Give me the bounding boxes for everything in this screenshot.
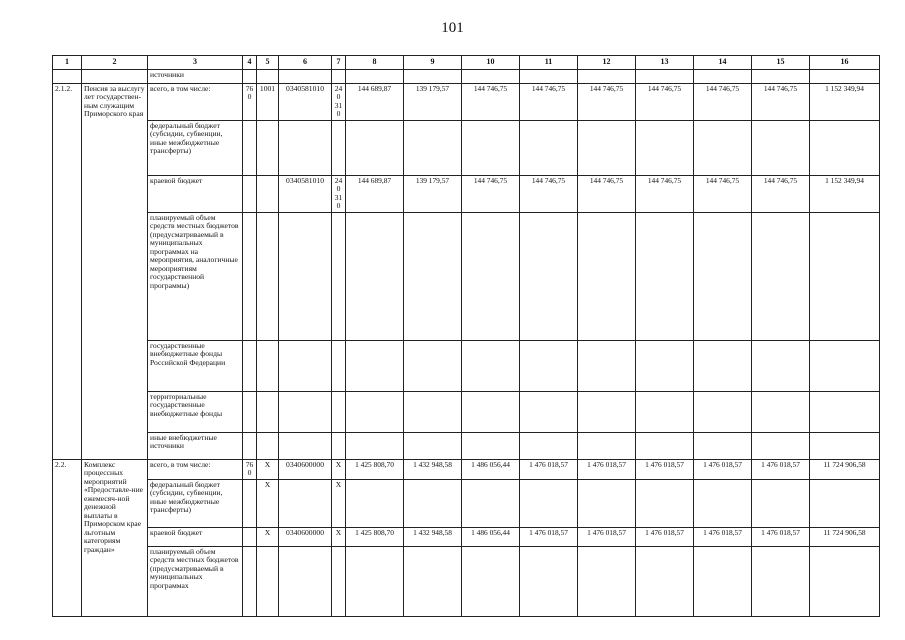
source-label: территориальные государственные внебюджетные фонды: [148, 391, 243, 432]
source-label: всего, в том числе:: [148, 83, 243, 120]
source-label: всего, в том числе:: [148, 459, 243, 479]
table-row: [53, 120, 880, 175]
header-row: [53, 56, 880, 70]
cell-c4: 760: [243, 459, 257, 479]
column-header: 1: [53, 56, 82, 70]
value-cell: 1 432 948,58: [404, 527, 462, 546]
source-label: федеральный бюджет (субсидии, субвенции, иные межбюджетные трансферты): [148, 120, 243, 175]
value-cell: 144 746,75: [636, 175, 694, 212]
value-cell: 144 746,75: [520, 175, 578, 212]
value-cell: 144 746,75: [578, 175, 636, 212]
column-header: 7: [332, 56, 346, 70]
column-header: 3: [148, 56, 243, 70]
column-header: 2: [82, 56, 148, 70]
column-header: 15: [752, 56, 810, 70]
budget-table: [52, 55, 880, 617]
column-header: 16: [810, 56, 880, 70]
page-number: 101: [441, 20, 464, 36]
value-cell: 1 476 018,57: [520, 459, 578, 479]
column-header: 6: [279, 56, 332, 70]
column-header: 13: [636, 56, 694, 70]
value-cell: 1 476 018,57: [578, 527, 636, 546]
item-code: 2.2.: [53, 459, 82, 616]
value-cell: 1 476 018,57: [636, 459, 694, 479]
value-cell: 1 476 018,57: [694, 459, 752, 479]
source-label: краевой бюджет: [148, 175, 243, 212]
column-header: 4: [243, 56, 257, 70]
value-cell: 1 152 349,94: [810, 83, 880, 120]
item-title: Комплекс процессных мероприятий «Предоставле-ние ежемесяч-ной денежной выплаты в Приморском крае льготным категориям граждан»: [82, 459, 148, 616]
table-row: [53, 212, 880, 340]
cell-c6: 0340600000: [279, 527, 332, 546]
column-header: 8: [346, 56, 404, 70]
source-label: планируемый объем средств местных бюджетов (предусматриваемый в муниципальных программах на мероприятия, аналогичные мероприятиям государственной программы): [148, 212, 243, 340]
table-row: [53, 69, 880, 83]
cell-c5: 1001: [257, 83, 279, 120]
column-header: 5: [257, 56, 279, 70]
table-row: [53, 175, 880, 212]
column-header: 9: [404, 56, 462, 70]
table-row: [53, 83, 880, 120]
value-cell: 1 425 808,70: [346, 527, 404, 546]
value-cell: 144 746,75: [752, 175, 810, 212]
value-cell: 11 724 906,58: [810, 459, 880, 479]
cell-c7: X: [332, 459, 346, 479]
value-cell: 144 746,75: [752, 83, 810, 120]
cell-c4: 760: [243, 83, 257, 120]
table-row: [53, 459, 880, 479]
cell-c5: X: [257, 459, 279, 479]
table-row: [53, 546, 880, 616]
value-cell: 144 746,75: [578, 83, 636, 120]
value-cell: 144 746,75: [636, 83, 694, 120]
value-cell: 139 179,57: [404, 175, 462, 212]
value-cell: 1 432 948,58: [404, 459, 462, 479]
value-cell: 1 476 018,57: [752, 459, 810, 479]
column-header: 10: [462, 56, 520, 70]
item-code: 2.1.2.: [53, 83, 82, 459]
value-cell: 1 476 018,57: [752, 527, 810, 546]
cell-c6: 0340581010: [279, 175, 332, 212]
value-cell: 11 724 906,58: [810, 527, 880, 546]
value-cell: 1 425 808,70: [346, 459, 404, 479]
value-cell: 1 476 018,57: [636, 527, 694, 546]
value-cell: 1 476 018,57: [578, 459, 636, 479]
value-cell: 1 152 349,94: [810, 175, 880, 212]
cell-c5: X: [257, 479, 279, 527]
source-label: иные внебюджетные источники: [148, 432, 243, 459]
value-cell: 144 689,87: [346, 83, 404, 120]
source-label: источники: [148, 69, 243, 83]
table-row: [53, 391, 880, 432]
cell-c7: X: [332, 479, 346, 527]
cell-c7: 240 310: [332, 83, 346, 120]
value-cell: 144 746,75: [462, 83, 520, 120]
column-header: 11: [520, 56, 578, 70]
source-label: федеральный бюджет (субсидии, субвенции, иные межбюджетные трансферты): [148, 479, 243, 527]
source-label: планируемый объем средств местных бюджетов (предусматриваемый в муниципальных программах: [148, 546, 243, 616]
value-cell: 144 746,75: [462, 175, 520, 212]
item-title: Пенсия за выслугу лет государствен-ным служащим Приморского края: [82, 83, 148, 459]
value-cell: 1 486 056,44: [462, 459, 520, 479]
cell-c7: 240 310: [332, 175, 346, 212]
cell-c5: X: [257, 527, 279, 546]
value-cell: 139 179,57: [404, 83, 462, 120]
cell-c6: 0340600000: [279, 459, 332, 479]
table-row: [53, 432, 880, 459]
value-cell: 1 486 056,44: [462, 527, 520, 546]
source-label: краевой бюджет: [148, 527, 243, 546]
table-row: [53, 527, 880, 546]
value-cell: 144 689,87: [346, 175, 404, 212]
table-row: [53, 340, 880, 391]
value-cell: 1 476 018,57: [520, 527, 578, 546]
value-cell: 144 746,75: [694, 83, 752, 120]
column-header: 14: [694, 56, 752, 70]
value-cell: 1 476 018,57: [694, 527, 752, 546]
cell-c6: 0340581010: [279, 83, 332, 120]
column-header: 12: [578, 56, 636, 70]
cell-c7: X: [332, 527, 346, 546]
value-cell: 144 746,75: [520, 83, 578, 120]
table-row: [53, 479, 880, 527]
value-cell: 144 746,75: [694, 175, 752, 212]
source-label: государственные внебюджетные фонды Российской Федерации: [148, 340, 243, 391]
